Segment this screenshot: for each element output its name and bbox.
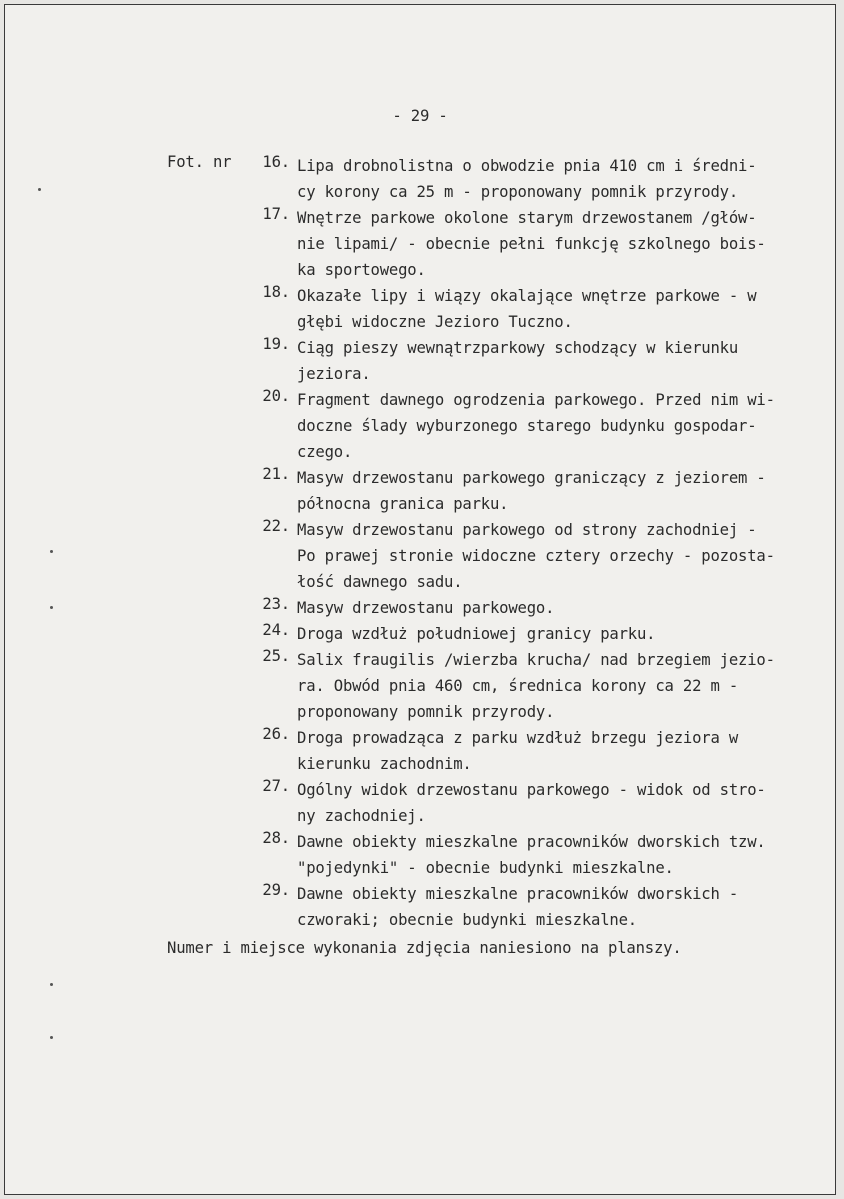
document-page — [4, 4, 836, 1195]
margin-mark — [50, 983, 53, 986]
caption-line: Droga prowadząca z parku wzdłuż brzegu jeziora w — [297, 729, 739, 747]
caption-number: 29. — [262, 881, 290, 899]
caption-number: 23. — [262, 595, 290, 613]
caption-number: 19. — [262, 335, 290, 353]
caption-prefix — [167, 829, 250, 881]
caption-line: Masyw drzewostanu parkowego. — [297, 599, 555, 617]
caption-prefix — [167, 335, 250, 387]
caption-line: łość dawnego sadu. — [297, 573, 463, 591]
caption-prefix — [167, 387, 250, 465]
photo-caption — [167, 621, 775, 647]
photo-caption — [167, 465, 775, 517]
caption-number: 17. — [262, 205, 290, 223]
photo-caption — [167, 387, 775, 465]
caption-prefix — [167, 283, 250, 335]
caption-line: doczne ślady wyburzonego starego budynku gospodar- — [297, 417, 757, 435]
photo-caption — [167, 777, 775, 829]
caption-line: "pojedynki" - obecnie budynki mieszkalne. — [297, 859, 674, 877]
caption-line: jeziora. — [297, 365, 371, 383]
caption-line: Masyw drzewostanu parkowego od strony zachodniej - — [297, 521, 757, 539]
caption-line: Droga wzdłuż południowej granicy parku. — [297, 625, 656, 643]
caption-line: czego. — [297, 443, 353, 461]
caption-line: ny zachodniej. — [297, 807, 426, 825]
photo-caption — [167, 829, 775, 881]
caption-line: północna granica parku. — [297, 495, 509, 513]
margin-mark — [38, 188, 41, 191]
caption-line: ka sportowego. — [297, 261, 426, 279]
photo-caption — [167, 647, 775, 725]
caption-number: 18. — [262, 283, 290, 301]
photo-caption — [167, 335, 775, 387]
caption-line: czworaki; obecnie budynki mieszkalne. — [297, 911, 637, 929]
margin-mark — [50, 606, 53, 609]
caption-prefix — [167, 205, 250, 283]
caption-number: 16. — [262, 153, 290, 171]
caption-number: 21. — [262, 465, 290, 483]
page-number: - 29 - — [392, 107, 448, 125]
photo-caption — [167, 881, 775, 933]
photo-caption — [167, 517, 775, 595]
caption-line: ra. Obwód pnia 460 cm, średnica korony ca 22 m - — [297, 677, 739, 695]
caption-line: proponowany pomnik przyrody. — [297, 703, 555, 721]
photo-caption — [167, 153, 775, 205]
caption-line: Po prawej stronie widoczne cztery orzechy - pozosta- — [297, 547, 775, 565]
caption-line: Dawne obiekty mieszkalne pracowników dworskich - — [297, 885, 739, 903]
caption-number: 25. — [262, 647, 290, 665]
caption-prefix — [167, 725, 250, 777]
caption-line: Masyw drzewostanu parkowego graniczący z jeziorem - — [297, 469, 766, 487]
caption-prefix — [167, 777, 250, 829]
caption-prefix — [167, 465, 250, 517]
caption-prefix — [167, 595, 250, 621]
photo-caption — [167, 283, 775, 335]
caption-line: Lipa drobnolistna o obwodzie pnia 410 cm i średni- — [297, 157, 757, 175]
caption-line: cy korony ca 25 m - proponowany pomnik przyrody. — [297, 183, 739, 201]
caption-line: nie lipami/ - obecnie pełni funkcję szkolnego bois- — [297, 235, 766, 253]
margin-mark — [50, 1036, 53, 1039]
caption-prefix — [167, 881, 250, 933]
caption-number: 22. — [262, 517, 290, 535]
caption-number: 24. — [262, 621, 290, 639]
caption-number: 20. — [262, 387, 290, 405]
caption-line: Ciąg pieszy wewnątrzparkowy schodzący w kierunku — [297, 339, 739, 357]
caption-line: kierunku zachodnim. — [297, 755, 472, 773]
photo-caption — [167, 595, 775, 621]
caption-line: Salix fraugilis /wierzba krucha/ nad brzegiem jezio- — [297, 651, 775, 669]
caption-number: 26. — [262, 725, 290, 743]
photo-caption — [167, 725, 775, 777]
caption-prefix — [167, 517, 250, 595]
caption-line: Ogólny widok drzewostanu parkowego - widok od stro- — [297, 781, 766, 799]
caption-number: 27. — [262, 777, 290, 795]
caption-line: Dawne obiekty mieszkalne pracowników dworskich tzw. — [297, 833, 766, 851]
footer-note: Numer i miejsce wykonania zdjęcia naniesiono na planszy. — [167, 939, 682, 957]
caption-line: Okazałe lipy i wiązy okalające wnętrze parkowe - w — [297, 287, 757, 305]
caption-prefix — [167, 621, 250, 647]
photo-caption — [167, 205, 775, 283]
margin-mark — [50, 550, 53, 553]
caption-line: Fragment dawnego ogrodzenia parkowego. Przed nim wi- — [297, 391, 775, 409]
caption-prefix: Fot. nr — [167, 153, 232, 171]
caption-line: Wnętrze parkowe okolone starym drzewostanem /głów- — [297, 209, 757, 227]
photo-caption-list — [167, 153, 775, 933]
caption-number: 28. — [262, 829, 290, 847]
caption-prefix — [167, 647, 250, 725]
caption-line: głębi widoczne Jezioro Tuczno. — [297, 313, 573, 331]
